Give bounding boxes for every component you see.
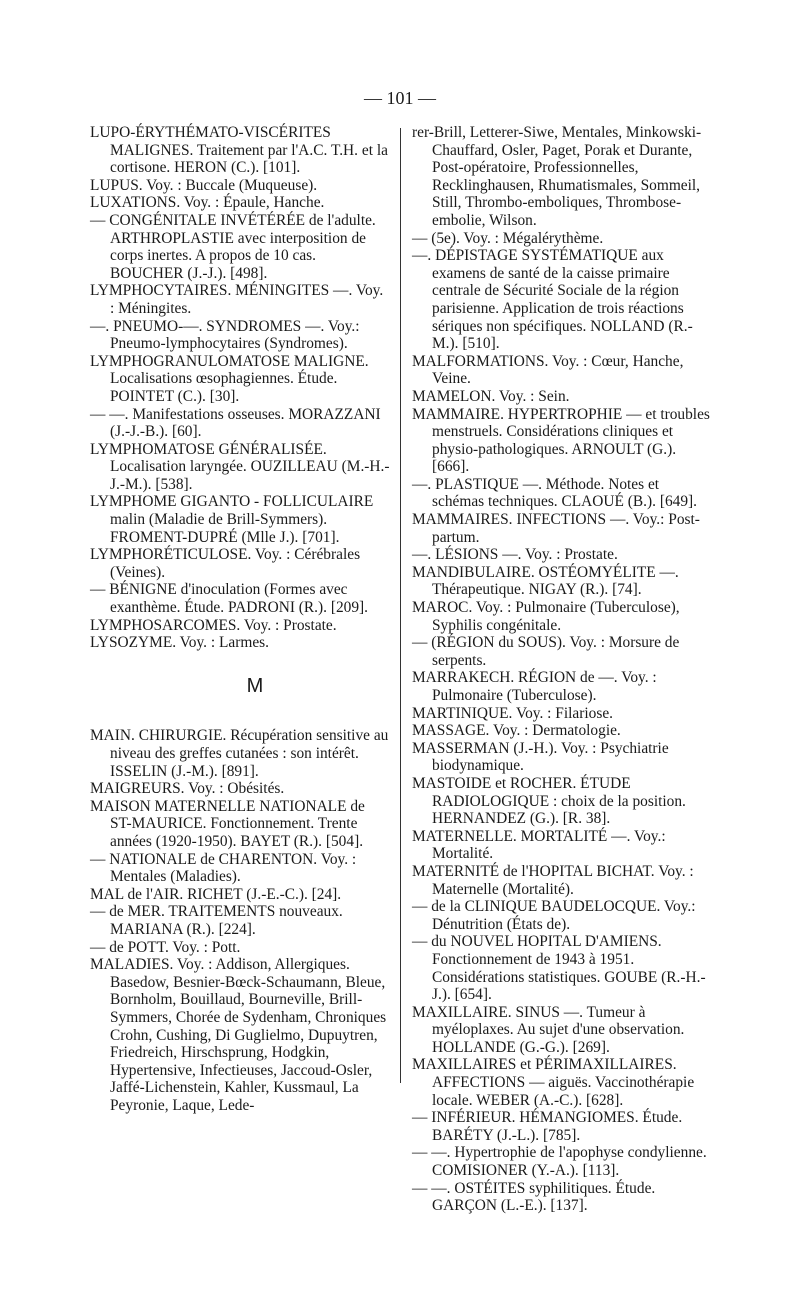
right-column	[412, 124, 714, 1215]
index-entry: — (5e). Voy. : Mégalérythème.	[412, 229, 604, 247]
index-entry: MASSAGE. Voy. : Dermatologie.	[412, 722, 621, 740]
index-entry: MASTOIDE et ROCHER. ÉTUDE RADIOLOGIQUE : choix de la position. HERNANDEZ (G.). [R. 38].	[412, 774, 686, 828]
index-entry: MALFORMATIONS. Voy. : Cœur, Hanche, Veine.	[412, 352, 684, 388]
index-entry: LUPO-ÉRYTHÉMATO-VISCÉRITES MALIGNES. Traitement par l'A.C. T.H. et la cortisone. HERON (C.). [101].	[90, 124, 388, 177]
index-entry: — BÉNIGNE d'inoculation (Formes avec exanthème. Étude. PADRONI (R.). [209].	[90, 581, 369, 617]
index-entry: —. PNEUMO-—. SYNDROMES —. Voy.: Pneumo-lymphocytaires (Syndromes).	[90, 317, 360, 353]
index-entry: MAMELON. Voy. : Sein.	[412, 387, 570, 405]
index-entry: MAL de l'AIR. RICHET (J.-E.-C.). [24].	[90, 885, 342, 903]
index-entry: MATERNELLE. MORTALITÉ —. Voy.: Mortalité.	[412, 827, 666, 863]
index-entry: LYSOZYME. Voy. : Larmes.	[90, 634, 270, 652]
index-entry: MASSERMAN (J.-H.). Voy. : Psychiatrie biodynamique.	[412, 739, 669, 775]
index-entry: —. DÉPISTAGE SYSTÉMATIQUE aux examens de santé de la caisse primaire centrale de Sécurité Sociale de la région parisienne. Application de trois réactions sériques non spécifiques. NOLLAND (R.-M.). [510].	[412, 247, 693, 353]
index-entry: MAIGREURS. Voy. : Obésités.	[90, 780, 285, 798]
index-entry: MARTINIQUE. Voy. : Filariose.	[412, 704, 614, 722]
index-entry: MAISON MATERNELLE NATIONALE de ST-MAURICE. Fonctionnement. Trente années (1920-1950). BAYET (R.). [504].	[90, 797, 365, 850]
index-entry: MAIN. CHIRURGIE. Récupération sensitive au niveau des greffes cutanées : son intérêt. ISSELIN (J.-M.). [891].	[90, 727, 389, 780]
index-entry: MAXILLAIRE. SINUS —. Tumeur à myéloplaxes. Au sujet d'une observation. HOLLANDE (G.-G.). [269].	[412, 1003, 685, 1056]
left-entries	[90, 124, 390, 652]
index-entry: — de la CLINIQUE BAUDELOCQUE. Voy.: Dénutrition (États de).	[412, 898, 696, 933]
page-number: — 101 —	[364, 88, 436, 108]
index-entry: MAROC. Voy. : Pulmonaire (Tuberculose), Syphilis congénitale.	[412, 599, 680, 634]
index-entry: LYMPHORÉTICULOSE. Voy. : Cérébrales (Veines).	[90, 546, 361, 581]
index-entry: LYMPHOME GIGANTO - FOLLICULAIRE malin (Maladie de Brill-Symmers). FROMENT-DUPRÉ (Mlle J.). [701].	[90, 493, 374, 546]
index-entry: LYMPHOSARCOMES. Voy. : Prostate.	[90, 616, 337, 634]
index-entry: —. LÉSIONS —. Voy. : Prostate.	[412, 546, 618, 564]
index-entry: — CONGÉNITALE INVÉTÉRÉE de l'adulte. ARTHROPLASTIE avec interposition de corps inertes. A propos de 10 cas. BOUCHER (J.-J.). [498].	[90, 211, 376, 282]
index-entry: LYMPHOMATOSE GÉNÉRALISÉE. Localisation laryngée. OUZILLEAU (M.-H.-J.-M.). [538].	[90, 440, 390, 493]
index-entry: — —. OSTÉITES syphilitiques. Étude. GARÇON (L.-E.). [137].	[412, 1179, 656, 1215]
index-entry: LUXATIONS. Voy. : Épaule, Hanche.	[90, 194, 325, 212]
index-entry: — INFÉRIEUR. HÉMANGIOMES. Étude. BARÉTY (J.-L.). [785].	[412, 1109, 683, 1144]
index-entry: MARRAKECH. RÉGION de —. Voy. : Pulmonaire (Tuberculose).	[412, 669, 657, 704]
index-entry: —. PLASTIQUE —. Méthode. Notes et schémas techniques. CLAOUÉ (B.). [649].	[412, 475, 697, 511]
index-entry: rer-Brill, Letterer-Siwe, Mentales, Minkowski-Chauffard, Osler, Paget, Porak et Durante, Post-opératoire, Professionnelles, Recklinghausen, Rhumatismales, Sommeil, Still, Thrombo-emboliques, Thrombose-embolie, Wilson.	[412, 124, 702, 229]
index-entry: MALADIES. Voy. : Addison, Allergiques. Basedow, Besnier-Bœck-Schaumann, Bleue, Bornholm, Bouillaud, Bourneville, Brill-Symmers, Chorée de Sydenham, Chroniques Crohn, Cushing, Di Guglielmo, Dupuytren, Friedreich, Hirschsprung, Hodgkin, Hypertensive, Infectieuses, Jaccoud-Osler, Jaffé-Lichenstein, Kahler, Kussmaul, La Peyronie, Laque, Lede-	[90, 956, 387, 1114]
column-divider	[400, 128, 401, 1083]
index-entry: MATERNITÉ de l'HOPITAL BICHAT. Voy. : Maternelle (Mortalité).	[412, 862, 694, 898]
index-entry: LYMPHOCYTAIRES. MÉNINGITES —. Voy. : Méningites.	[90, 282, 384, 317]
index-entry: — —. Hypertrophie de l'apophyse condylienne. COMISIONER (Y.-A.). [113].	[412, 1144, 707, 1180]
index-entry: — du NOUVEL HOPITAL D'AMIENS. Fonctionnement de 1943 à 1951. Considérations statistiques. GOUBE (R.-H.-J.). [654].	[412, 933, 706, 1004]
index-entry: — (RÉGION du SOUS). Voy. : Morsure de serpents.	[412, 634, 680, 669]
index-entry: MAXILLAIRES et PÉRIMAXILLAIRES. AFFECTIONS — aiguës. Vaccinothérapie locale. WEBER (A.-C.). [628].	[412, 1056, 695, 1109]
right-entries	[412, 124, 714, 1215]
index-entry: MANDIBULAIRE. OSTÉOMYÉLITE —. Thérapeutique. NIGAY (R.). [74].	[412, 563, 679, 599]
section-letter: M	[246, 674, 264, 697]
left-m-entries	[90, 727, 390, 1114]
index-entry: LYMPHOGRANULOMATOSE MALIGNE. Localisations œsophagiennes. Étude. POINTET (C.). [30].	[90, 352, 369, 405]
left-column	[90, 124, 390, 1114]
index-entry: — NATIONALE de CHARENTON. Voy. : Mentales (Maladies).	[90, 850, 357, 886]
index-entry: LUPUS. Voy. : Buccale (Muqueuse).	[90, 176, 318, 194]
index-entry: — de POTT. Voy. : Pott.	[90, 938, 241, 956]
index-entry: MAMMAIRES. INFECTIONS —. Voy.: Post-partum.	[412, 511, 700, 546]
index-entry: MAMMAIRE. HYPERTROPHIE — et troubles menstruels. Considérations cliniques et physio-pathologiques. ARNOULT (G.). [666].	[412, 405, 710, 476]
index-entry: — —. Manifestations osseuses. MORAZZANI (J.-J.-B.). [60].	[90, 405, 381, 441]
index-entry: — de MER. TRAITEMENTS nouveaux. MARIANA (R.). [224].	[90, 903, 343, 938]
